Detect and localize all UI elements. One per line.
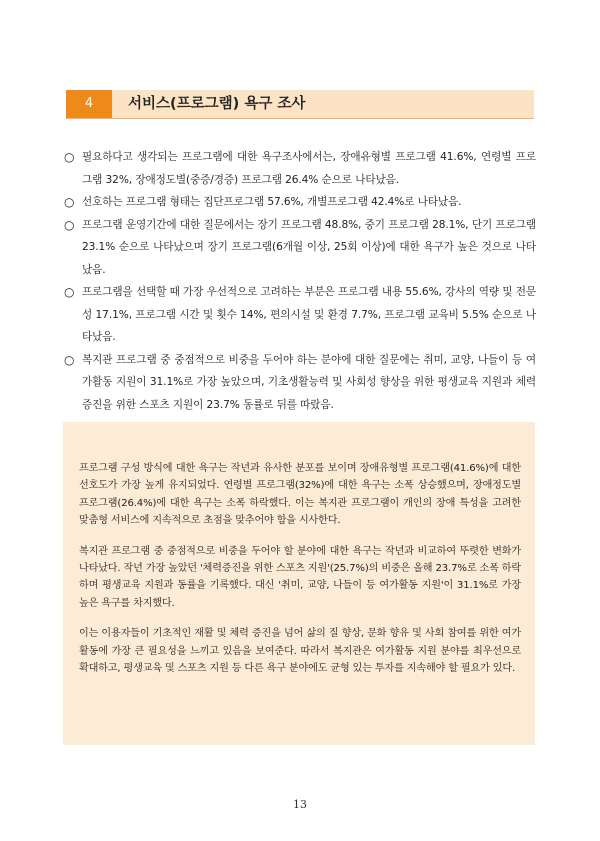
page-number: 13 [293, 798, 307, 811]
summary-paragraph: 프로그램 구성 방식에 대한 욕구는 작년과 유사한 분포를 보이며 장애유형별 프로그램(41.6%)에 대한 선호도가 가장 높게 유지되었다. 연령별 프로그램(32%)에 대한 욕구는 소폭 상승했으며, 장애정도별 프로그램(26.4%)에 대한 욕구는 소폭 하락했다. 이는 복지관 프로그램이 개인의 장애 특성을 고려한 맞춤형 서비스에 지속적으로 초점을 맞추어야 함을 시사한다. [79, 463, 521, 527]
bullet-text: 프로그램 운영기간에 대한 질문에서는 장기 프로그램 48.8%, 중기 프로그램 28.1%, 단기 프로그램 23.1% 순으로 나타났으며 장기 프로그램(6개월 이상, 25회 이상)에 대한 욕구가 높은 것으로 나타났음. [82, 218, 536, 276]
bullet-text: 선호하는 프로그램 형태는 집단프로그램 57.6%, 개별프로그램 42.4%로 나타났음. [82, 196, 462, 208]
summary-paragraph: 이는 이용자들이 기초적인 재활 및 체력 증진을 넘어 삶의 질 향상, 문화 향유 및 사회 참여를 위한 여가 활동에 가장 큰 필요성을 느끼고 있음을 보여준다. 따라서 복지관은 여가활동 지원 분야를 최우선으로 확대하고, 평생교육 및 스포츠 지원 등 다른 욕구 분야에도 균형 있는 투자를 지속해야 할 필요가 있다. [79, 628, 521, 675]
list-item [64, 214, 536, 282]
summary-box [63, 422, 535, 745]
bullet-list [64, 146, 536, 416]
circle-bullet-icon: ○ [64, 195, 75, 209]
circle-bullet-icon: ○ [64, 150, 75, 164]
section-number: 4 [66, 90, 112, 118]
bullet-text: 프로그램을 선택할 때 가장 우선적으로 고려하는 부분은 프로그램 내용 55.6%, 강사의 역량 및 전문성 17.1%, 프로그램 시간 및 횟수 14%, 편의시설 및 환경 7.7%, 프로그램 교육비 5.5% 순으로 나타났음. [82, 286, 536, 343]
circle-bullet-icon: ○ [64, 352, 75, 367]
bullet-text: 필요하다고 생각되는 프로그램에 대한 욕구조사에서는, 장애유형별 프로그램 41.6%, 연령별 프로그램 32%, 장애정도별(중증/경증) 프로그램 26.4% 순으로 나타났음. [82, 151, 536, 186]
list-item [64, 191, 536, 214]
circle-bullet-icon: ○ [64, 285, 75, 299]
section-header [66, 90, 534, 119]
list-item [64, 146, 536, 191]
section-title: 서비스(프로그램) 욕구 조사 [128, 96, 306, 112]
circle-bullet-icon: ○ [64, 217, 75, 232]
summary-paragraph: 복지관 프로그램 중 중점적으로 비중을 두어야 할 분야에 대한 욕구는 작년과 비교하여 뚜렷한 변화가 나타났다. 작년 가장 높았던 '체력증진을 위한 스포츠 지원'(25.7%)의 비중은 올해 23.7%로 소폭 하락하며 평생교육 지원과 동률을 기록했다. 대신 '취미, 교양, 나들이 등 여가활동 지원'이 31.1%로 가장 높은 욕구를 차지했다. [79, 545, 521, 609]
bullet-text: 복지관 프로그램 중 중점적으로 비중을 두어야 하는 분야에 대한 질문에는 취미, 교양, 나들이 등 여가활동 지원이 31.1%로 가장 높았으며, 기초생활능력 및 사회성 향상을 위한 평생교육 지원과 체력증진을 위한 스포츠 지원이 23.7% 동률로 뒤를 따랐음. [82, 353, 536, 411]
list-item [64, 281, 536, 349]
list-item [64, 349, 536, 417]
